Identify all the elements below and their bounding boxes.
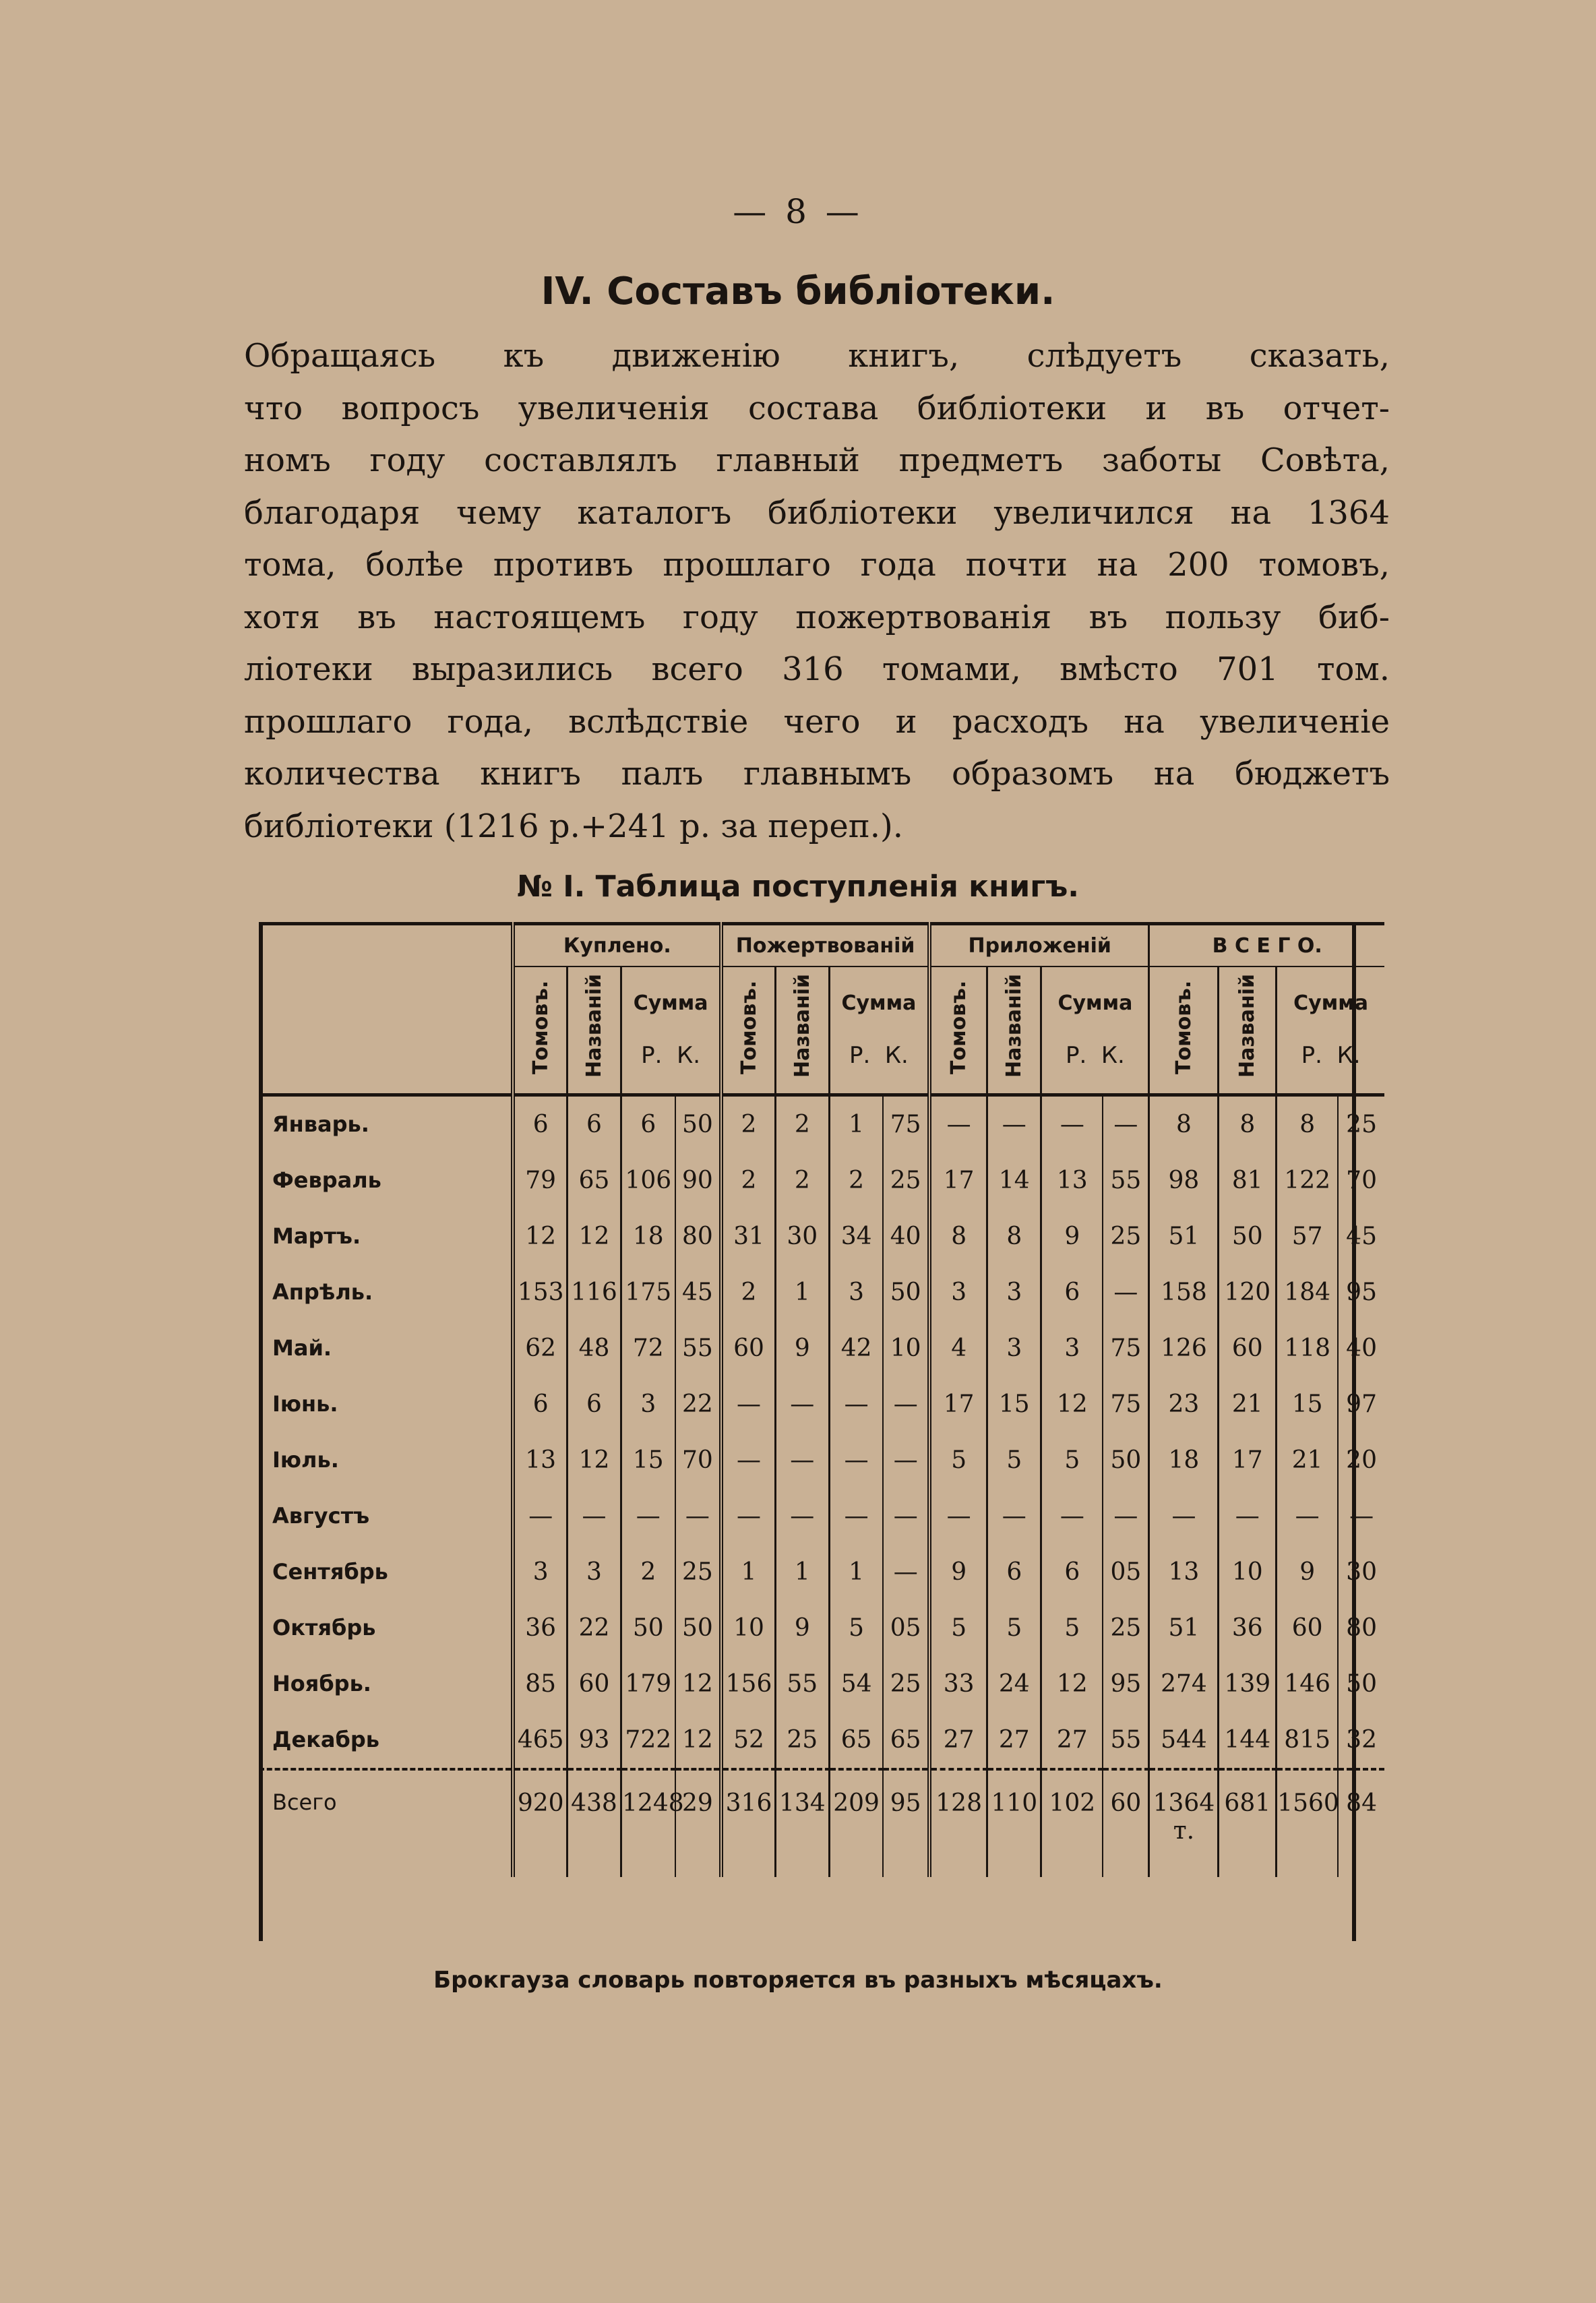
value-cell: 12 bbox=[567, 1208, 621, 1264]
value-cell: 79 bbox=[513, 1153, 567, 1208]
value-cell: 50 bbox=[883, 1264, 929, 1320]
footnote: Брокгауза словарь повторяется въ разныхъ мѣсяцахъ. bbox=[433, 1967, 1163, 1994]
value-cell: 2 bbox=[775, 1095, 829, 1153]
value-cell: 20 bbox=[1338, 1432, 1384, 1488]
value-cell: 14 bbox=[987, 1153, 1041, 1208]
paragraph-line: количества книгъ палъ главнымъ образомъ на бюджетъ bbox=[244, 755, 1390, 793]
paragraph-line: прошлаго года, вслѣдствіе чего и расходъ на увеличеніе bbox=[244, 702, 1390, 741]
table-title: № I. Таблица поступленія книгъ. bbox=[516, 869, 1080, 904]
value-cell: — bbox=[721, 1376, 775, 1432]
value-cell: 30 bbox=[775, 1208, 829, 1264]
value-cell: 10 bbox=[1219, 1544, 1277, 1600]
value-cell: 2 bbox=[621, 1544, 675, 1600]
value-cell: 209 bbox=[829, 1769, 883, 1877]
value-cell: 1 bbox=[775, 1264, 829, 1320]
value-cell: — bbox=[829, 1376, 883, 1432]
value-cell: 60 bbox=[1277, 1600, 1338, 1656]
value-cell: 97 bbox=[1338, 1376, 1384, 1432]
value-cell: 12 bbox=[675, 1656, 722, 1712]
value-cell: 9 bbox=[1277, 1544, 1338, 1600]
value-cell: 34 bbox=[829, 1208, 883, 1264]
table-row bbox=[259, 1432, 1384, 1488]
value-cell: 65 bbox=[567, 1153, 621, 1208]
value-cell: 465 bbox=[513, 1712, 567, 1769]
value-cell: — bbox=[567, 1488, 621, 1544]
col-header-nazv: Названій bbox=[582, 974, 606, 1078]
value-cell: 139 bbox=[1219, 1656, 1277, 1712]
col-header-k: К. bbox=[1337, 1041, 1361, 1069]
value-cell: — bbox=[621, 1488, 675, 1544]
value-cell: 144 bbox=[1219, 1712, 1277, 1769]
paragraph-line: библіотеки (1216 р.+241 р. за переп.). bbox=[244, 807, 904, 845]
value-cell: 3 bbox=[929, 1264, 987, 1320]
value-cell: — bbox=[929, 1488, 987, 1544]
value-cell: 75 bbox=[1103, 1376, 1149, 1432]
value-cell: — bbox=[513, 1488, 567, 1544]
value-cell: 1248 bbox=[621, 1769, 675, 1877]
col-header-summa: Сумма bbox=[1057, 991, 1133, 1015]
col-header-nazv: Названій bbox=[1235, 974, 1260, 1078]
value-cell: 30 bbox=[1338, 1544, 1384, 1600]
group-header-donated: Пожертвованій bbox=[721, 924, 929, 967]
value-cell: 24 bbox=[987, 1656, 1041, 1712]
value-cell: 50 bbox=[675, 1095, 722, 1153]
month-cell: Май. bbox=[272, 1335, 332, 1361]
value-cell: 25 bbox=[775, 1712, 829, 1769]
value-cell: 90 bbox=[675, 1153, 722, 1208]
value-cell: 22 bbox=[675, 1376, 722, 1432]
value-cell: 118 bbox=[1277, 1320, 1338, 1376]
value-cell: 316 bbox=[721, 1769, 775, 1877]
month-cell: Сентябрь bbox=[272, 1559, 388, 1585]
value-cell: 05 bbox=[1103, 1544, 1149, 1600]
value-cell: 8 bbox=[929, 1208, 987, 1264]
value-cell: 2 bbox=[721, 1153, 775, 1208]
value-cell: 15 bbox=[621, 1432, 675, 1488]
table-body bbox=[259, 1095, 1384, 1877]
col-header-nazv: Названій bbox=[790, 974, 814, 1078]
value-cell: 29 bbox=[675, 1769, 722, 1877]
value-cell: 36 bbox=[1219, 1600, 1277, 1656]
value-cell: 17 bbox=[929, 1153, 987, 1208]
value-cell: 179 bbox=[621, 1656, 675, 1712]
value-cell: 98 bbox=[1149, 1153, 1219, 1208]
value-cell: — bbox=[987, 1095, 1041, 1153]
value-cell: 80 bbox=[675, 1208, 722, 1264]
value-cell: 6 bbox=[567, 1376, 621, 1432]
value-cell: 158 bbox=[1149, 1264, 1219, 1320]
value-cell: 6 bbox=[987, 1544, 1041, 1600]
value-cell: 95 bbox=[1338, 1264, 1384, 1320]
value-cell: 126 bbox=[1149, 1320, 1219, 1376]
table-row bbox=[259, 1600, 1384, 1656]
value-cell: 62 bbox=[513, 1320, 567, 1376]
value-cell: 31 bbox=[721, 1208, 775, 1264]
value-cell: 5 bbox=[929, 1432, 987, 1488]
col-header-tomov: Томовъ. bbox=[1171, 980, 1196, 1074]
value-cell: 22 bbox=[567, 1600, 621, 1656]
value-cell: 1 bbox=[829, 1544, 883, 1600]
col-header-k: К. bbox=[1101, 1041, 1125, 1069]
value-cell: 5 bbox=[987, 1600, 1041, 1656]
value-cell: 51 bbox=[1149, 1600, 1219, 1656]
value-cell: 815 bbox=[1277, 1712, 1338, 1769]
value-cell: 722 bbox=[621, 1712, 675, 1769]
value-cell: 55 bbox=[1103, 1153, 1149, 1208]
value-cell: 6 bbox=[1041, 1264, 1103, 1320]
value-cell: — bbox=[721, 1488, 775, 1544]
value-cell: 27 bbox=[929, 1712, 987, 1769]
paragraph-line: Обращаясь къ движенію книгъ, слѣдуетъ сказать, bbox=[244, 337, 1390, 375]
value-cell: — bbox=[1149, 1488, 1219, 1544]
value-cell: 55 bbox=[775, 1656, 829, 1712]
value-cell: 45 bbox=[675, 1264, 722, 1320]
value-cell: 134 bbox=[775, 1769, 829, 1877]
value-cell: 95 bbox=[883, 1769, 929, 1877]
value-cell: 60 bbox=[1219, 1320, 1277, 1376]
value-cell: 50 bbox=[675, 1600, 722, 1656]
paragraph-line: благодаря чему каталогъ библіотеки увеличился на 1364 bbox=[244, 493, 1390, 532]
value-cell: 60 bbox=[1103, 1769, 1149, 1877]
paragraph-line: ліотеки выразились всего 316 томами, вмѣсто 701 том. bbox=[244, 650, 1390, 688]
value-cell: 6 bbox=[567, 1095, 621, 1153]
value-cell: 2 bbox=[721, 1264, 775, 1320]
value-cell: 45 bbox=[1338, 1208, 1384, 1264]
table-row bbox=[259, 1712, 1384, 1769]
value-cell: 51 bbox=[1149, 1208, 1219, 1264]
col-header-summa: Сумма bbox=[633, 991, 708, 1015]
value-cell: — bbox=[1103, 1264, 1149, 1320]
page-number: — 8 — bbox=[733, 192, 863, 231]
value-cell: 25 bbox=[675, 1544, 722, 1600]
month-cell: Всего bbox=[259, 1769, 513, 1877]
value-cell: 40 bbox=[1338, 1320, 1384, 1376]
table-row bbox=[259, 1656, 1384, 1712]
value-cell: 21 bbox=[1277, 1432, 1338, 1488]
value-cell: 2 bbox=[775, 1153, 829, 1208]
month-cell: Январь. bbox=[272, 1111, 369, 1137]
value-cell: — bbox=[829, 1432, 883, 1488]
col-header-k: К. bbox=[677, 1041, 701, 1069]
value-cell: — bbox=[721, 1432, 775, 1488]
value-cell: 3 bbox=[513, 1544, 567, 1600]
value-cell: 93 bbox=[567, 1712, 621, 1769]
table-row bbox=[259, 1544, 1384, 1600]
value-cell: 15 bbox=[1277, 1376, 1338, 1432]
value-cell: 05 bbox=[883, 1600, 929, 1656]
value-cell: 60 bbox=[721, 1320, 775, 1376]
value-cell: 50 bbox=[1219, 1208, 1277, 1264]
value-cell: 80 bbox=[1338, 1600, 1384, 1656]
value-cell: 40 bbox=[883, 1208, 929, 1264]
value-cell: 25 bbox=[883, 1153, 929, 1208]
value-cell: 84 bbox=[1338, 1769, 1384, 1877]
value-cell: — bbox=[1041, 1488, 1103, 1544]
value-cell: 156 bbox=[721, 1656, 775, 1712]
value-cell: — bbox=[987, 1488, 1041, 1544]
col-header-r: Р. bbox=[849, 1041, 871, 1069]
value-cell: 57 bbox=[1277, 1208, 1338, 1264]
value-cell: 50 bbox=[621, 1600, 675, 1656]
value-cell: — bbox=[775, 1432, 829, 1488]
value-cell: 12 bbox=[1041, 1656, 1103, 1712]
table-row bbox=[259, 1153, 1384, 1208]
value-cell: — bbox=[829, 1488, 883, 1544]
value-cell: 5 bbox=[987, 1432, 1041, 1488]
value-cell: 9 bbox=[929, 1544, 987, 1600]
value-cell: 116 bbox=[567, 1264, 621, 1320]
table-total-row bbox=[259, 1769, 1384, 1877]
value-cell: 8 bbox=[1277, 1095, 1338, 1153]
value-cell: — bbox=[883, 1432, 929, 1488]
table-row bbox=[259, 1320, 1384, 1376]
value-cell: 21 bbox=[1219, 1376, 1277, 1432]
value-cell: 65 bbox=[829, 1712, 883, 1769]
value-cell: 65 bbox=[883, 1712, 929, 1769]
value-cell: 5 bbox=[1041, 1600, 1103, 1656]
value-cell: 110 bbox=[987, 1769, 1041, 1877]
value-cell: 274 bbox=[1149, 1656, 1219, 1712]
books-table bbox=[259, 922, 1384, 1941]
value-cell: 10 bbox=[721, 1600, 775, 1656]
month-cell: Августъ bbox=[272, 1503, 370, 1529]
value-cell: 2 bbox=[829, 1153, 883, 1208]
value-cell: 146 bbox=[1277, 1656, 1338, 1712]
value-cell: — bbox=[883, 1488, 929, 1544]
value-cell: 3 bbox=[987, 1264, 1041, 1320]
col-header-r: Р. bbox=[1065, 1041, 1087, 1069]
value-cell: 3 bbox=[829, 1264, 883, 1320]
value-cell: 10 bbox=[883, 1320, 929, 1376]
month-cell: Ноябрь. bbox=[272, 1671, 371, 1696]
value-cell: 1364 т. bbox=[1149, 1769, 1219, 1877]
value-cell: 72 bbox=[621, 1320, 675, 1376]
value-cell: 27 bbox=[987, 1712, 1041, 1769]
group-header-bought: Куплено. bbox=[513, 924, 721, 967]
value-cell: 13 bbox=[513, 1432, 567, 1488]
value-cell: 8 bbox=[1149, 1095, 1219, 1153]
value-cell: 17 bbox=[1219, 1432, 1277, 1488]
col-header-tomov: Томовъ. bbox=[947, 980, 971, 1074]
value-cell: 6 bbox=[513, 1376, 567, 1432]
value-cell: 9 bbox=[775, 1600, 829, 1656]
value-cell: — bbox=[883, 1376, 929, 1432]
value-cell: 4 bbox=[929, 1320, 987, 1376]
value-cell: 8 bbox=[1219, 1095, 1277, 1153]
value-cell: 25 bbox=[1103, 1208, 1149, 1264]
value-cell: 3 bbox=[621, 1376, 675, 1432]
value-cell: 15 bbox=[987, 1376, 1041, 1432]
group-header-supplements: Приложеній bbox=[929, 924, 1149, 967]
col-header-summa: Сумма bbox=[1293, 991, 1369, 1015]
value-cell: 128 bbox=[929, 1769, 987, 1877]
value-cell: 12 bbox=[675, 1712, 722, 1769]
value-cell: 70 bbox=[675, 1432, 722, 1488]
value-cell: 33 bbox=[929, 1656, 987, 1712]
value-cell: 438 bbox=[567, 1769, 621, 1877]
value-cell: 48 bbox=[567, 1320, 621, 1376]
table-row bbox=[259, 1208, 1384, 1264]
month-cell: Февраль bbox=[272, 1167, 381, 1193]
value-cell: 18 bbox=[621, 1208, 675, 1264]
value-cell: 54 bbox=[829, 1656, 883, 1712]
paragraph-line: что вопросъ увеличенія состава библіотеки и въ отчет- bbox=[244, 389, 1390, 427]
value-cell: — bbox=[1338, 1488, 1384, 1544]
value-cell: 920 bbox=[513, 1769, 567, 1877]
value-cell: — bbox=[1219, 1488, 1277, 1544]
value-cell: — bbox=[929, 1095, 987, 1153]
group-header-total: В С Е Г О. bbox=[1149, 924, 1384, 967]
table-row bbox=[259, 1095, 1384, 1153]
value-cell: 55 bbox=[1103, 1712, 1149, 1769]
value-cell: 13 bbox=[1149, 1544, 1219, 1600]
value-cell: — bbox=[883, 1544, 929, 1600]
value-cell: 1 bbox=[775, 1544, 829, 1600]
value-cell: — bbox=[1103, 1488, 1149, 1544]
col-header-k: К. bbox=[884, 1041, 909, 1069]
value-cell: 102 bbox=[1041, 1769, 1103, 1877]
table-row bbox=[259, 1488, 1384, 1544]
month-cell: Октябрь bbox=[272, 1615, 376, 1640]
books-table-grid bbox=[259, 922, 1384, 1877]
value-cell: — bbox=[675, 1488, 722, 1544]
value-cell: 1560 bbox=[1277, 1769, 1338, 1877]
value-cell: 9 bbox=[775, 1320, 829, 1376]
col-header-summa: Сумма bbox=[841, 991, 917, 1015]
value-cell: 55 bbox=[675, 1320, 722, 1376]
value-cell: 32 bbox=[1338, 1712, 1384, 1769]
value-cell: 106 bbox=[621, 1153, 675, 1208]
value-cell: 2 bbox=[721, 1095, 775, 1153]
table-row bbox=[259, 1376, 1384, 1432]
col-header-r: Р. bbox=[1301, 1041, 1322, 1069]
month-cell: Іюль. bbox=[272, 1447, 339, 1473]
value-cell: 12 bbox=[567, 1432, 621, 1488]
paragraph-line: тома, болѣе противъ прошлаго года почти на 200 томовъ, bbox=[244, 546, 1390, 584]
value-cell: 5 bbox=[929, 1600, 987, 1656]
value-cell: 6 bbox=[513, 1095, 567, 1153]
value-cell: 70 bbox=[1338, 1153, 1384, 1208]
value-cell: 5 bbox=[1041, 1432, 1103, 1488]
value-cell: 60 bbox=[567, 1656, 621, 1712]
value-cell: 3 bbox=[567, 1544, 621, 1600]
month-cell: Декабрь bbox=[272, 1727, 379, 1752]
value-cell: 52 bbox=[721, 1712, 775, 1769]
value-cell: 9 bbox=[1041, 1208, 1103, 1264]
value-cell: 6 bbox=[621, 1095, 675, 1153]
value-cell: 25 bbox=[1103, 1600, 1149, 1656]
value-cell: 122 bbox=[1277, 1153, 1338, 1208]
section-heading: IV. Составъ библіотеки. bbox=[541, 270, 1055, 313]
value-cell: 1 bbox=[829, 1095, 883, 1153]
value-cell: 50 bbox=[1103, 1432, 1149, 1488]
value-cell: 18 bbox=[1149, 1432, 1219, 1488]
value-cell: 25 bbox=[1338, 1095, 1384, 1153]
value-cell: 3 bbox=[1041, 1320, 1103, 1376]
value-cell: 175 bbox=[621, 1264, 675, 1320]
value-cell: 3 bbox=[987, 1320, 1041, 1376]
paragraph-line: хотя въ настоящемъ году пожертвованія въ пользу биб- bbox=[244, 598, 1390, 636]
value-cell: 5 bbox=[829, 1600, 883, 1656]
value-cell: 27 bbox=[1041, 1712, 1103, 1769]
value-cell: 36 bbox=[513, 1600, 567, 1656]
value-cell: 12 bbox=[1041, 1376, 1103, 1432]
value-cell: 50 bbox=[1338, 1656, 1384, 1712]
table-row bbox=[259, 1264, 1384, 1320]
value-cell: 75 bbox=[1103, 1320, 1149, 1376]
value-cell: 12 bbox=[513, 1208, 567, 1264]
value-cell: 17 bbox=[929, 1376, 987, 1432]
paragraph bbox=[244, 330, 1390, 853]
value-cell: 75 bbox=[883, 1095, 929, 1153]
month-cell: Іюнь. bbox=[272, 1391, 338, 1417]
month-cell: Мартъ. bbox=[272, 1223, 361, 1249]
value-cell: 8 bbox=[987, 1208, 1041, 1264]
value-cell: 81 bbox=[1219, 1153, 1277, 1208]
value-cell: 25 bbox=[883, 1656, 929, 1712]
value-cell: 120 bbox=[1219, 1264, 1277, 1320]
paragraph-line: номъ году составлялъ главный предметъ заботы Совѣта, bbox=[244, 441, 1390, 479]
value-cell: — bbox=[775, 1376, 829, 1432]
col-header-r: Р. bbox=[641, 1041, 663, 1069]
value-cell: — bbox=[1103, 1095, 1149, 1153]
value-cell: 544 bbox=[1149, 1712, 1219, 1769]
value-cell: 1 bbox=[721, 1544, 775, 1600]
col-header-nazv: Названій bbox=[1002, 974, 1026, 1078]
value-cell: — bbox=[1041, 1095, 1103, 1153]
value-cell: 95 bbox=[1103, 1656, 1149, 1712]
value-cell: 13 bbox=[1041, 1153, 1103, 1208]
value-cell: 42 bbox=[829, 1320, 883, 1376]
value-cell: 6 bbox=[1041, 1544, 1103, 1600]
value-cell: 85 bbox=[513, 1656, 567, 1712]
month-cell: Апрѣль. bbox=[272, 1279, 373, 1305]
value-cell: 23 bbox=[1149, 1376, 1219, 1432]
value-cell: — bbox=[775, 1488, 829, 1544]
value-cell: 153 bbox=[513, 1264, 567, 1320]
value-cell: 681 bbox=[1219, 1769, 1277, 1877]
value-cell: — bbox=[1277, 1488, 1338, 1544]
col-header-tomov: Томовъ. bbox=[737, 980, 761, 1074]
value-cell: 184 bbox=[1277, 1264, 1338, 1320]
month-header bbox=[259, 924, 513, 1095]
col-header-tomov: Томовъ. bbox=[528, 980, 553, 1074]
